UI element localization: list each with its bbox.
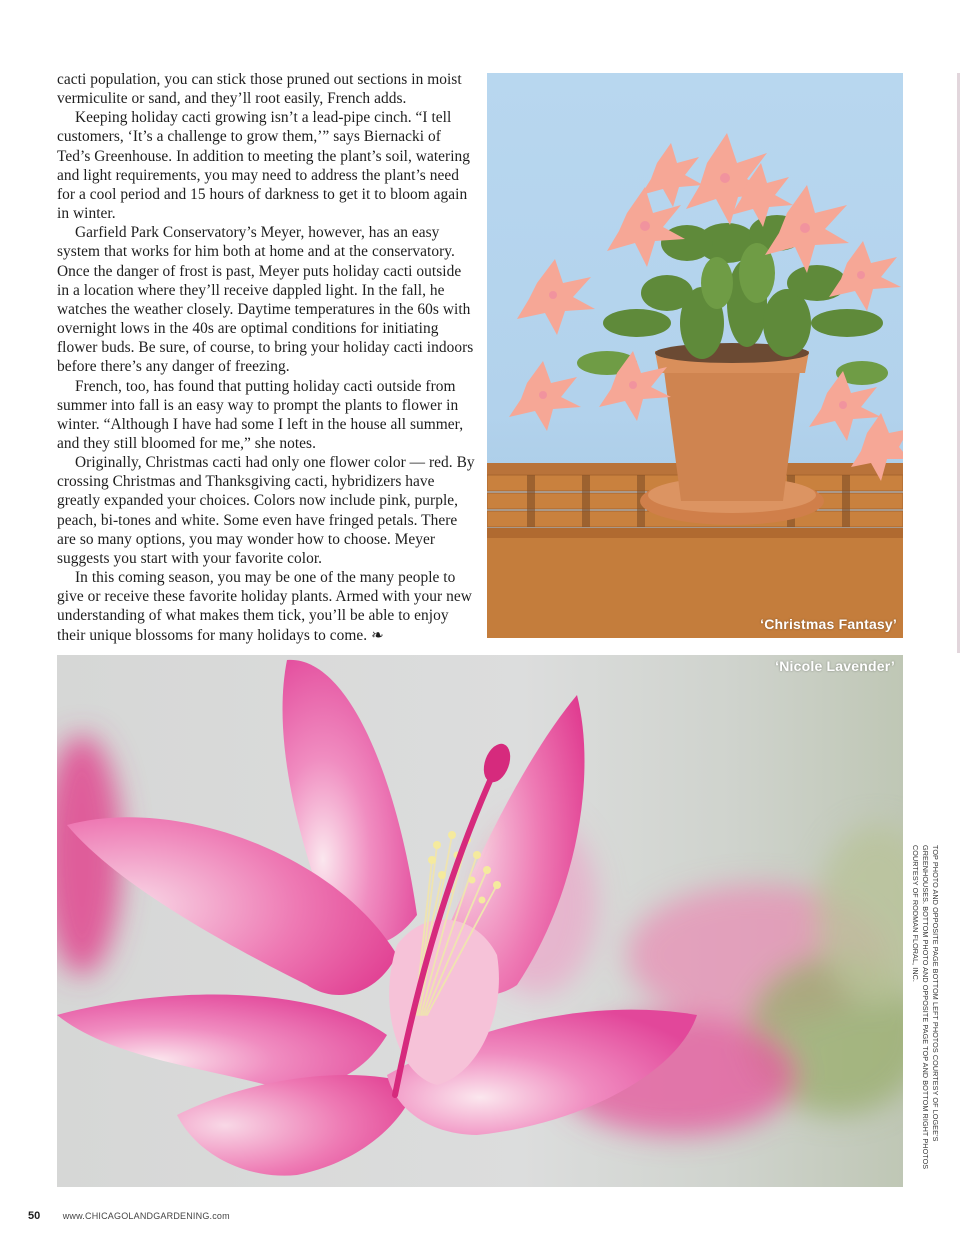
nicole-lavender-caption: ‘Nicole Lavender’ [775,658,895,674]
nicole-lavender-photo [57,655,903,1187]
christmas-fantasy-photo [487,73,903,638]
christmas-fantasy-caption: ‘Christmas Fantasy’ [760,616,897,632]
photo-credit-text: TOP PHOTO AND OPPOSITE PAGE BOTTOM LEFT PHOTOS COURTESY OF LOGEE’S GREENHOUSES. BOTTOM PHOTO AND OPPOSITE PAGE TOP AND BOTTOM RIGHT PHOTOS COURTESY OF RODMAN FLORAL, INC. [911,845,940,1170]
footer-url[interactable]: www.CHICAGOLANDGARDENING.com [62,1211,230,1221]
christmas-fantasy-illustration [487,73,903,638]
nicole-lavender-illustration [57,655,903,1187]
article-paragraph-3: Garfield Park Conservatory’s Meyer, however, has an easy system that works for him both at home and at the conservatory. Once the danger of frost is past, Meyer puts holiday cacti outside in a location where they’ll receive dappled light. In the fall, he watches the weather closely. Daytime temperatures in the 60s with overnight lows in the 40s are optimal conditions for initiating flower buds. Be sure, of course, to bring your holiday cacti indoors before there’s any danger of freezing. [57,224,474,376]
article-paragraph-6-text: In this coming season, you may be one of the many people to give or receive these favorite holiday plants. Armed with your new understanding of what makes them tick, you’ll be able to enjoy their unique blossoms for many holidays to come. [57,569,472,644]
article-paragraph-4: French, too, has found that putting holiday cacti outside from summer into fall is an easy way to prompt the plants to flower in winter. “Although I have had some I left in the house all summer, and they still bloomed for me,” she notes. [57,377,464,452]
end-mark-icon: ❧ [371,627,384,644]
article-paragraph-5: Originally, Christmas cacti had only one flower color — red. By crossing Christmas and Thanksgiving cacti, hybridizers have greatly expanded your choices. Colors now include pink, purple, peach, bi-tones and white. Some even have fringed petals. There are so many options, you may wonder how to choose. Meyer suggests you start with your favorite color. [57,454,475,567]
article-body [57,70,477,646]
photo-credit [910,845,940,1190]
article-paragraph-1: cacti population, you can stick those pruned out sections in moist vermiculite or sand, and they’ll root easily, French adds. [57,71,462,108]
article-paragraph-2: Keeping holiday cacti growing isn’t a lead-pipe cinch. “I tell customers, ‘It’s a challenge to grow them,’” says Biernacki of Ted’s Greenhouse. In addition to meeting the plant’s soil, watering and light requirements, you may need to address the plant’s need for a cool period and 15 hours of darkness to get it to bloom again in winter. [57,109,471,223]
page-footer [28,1206,230,1224]
page-number: 50 [28,1210,41,1222]
article-paragraph-6 [57,568,477,646]
